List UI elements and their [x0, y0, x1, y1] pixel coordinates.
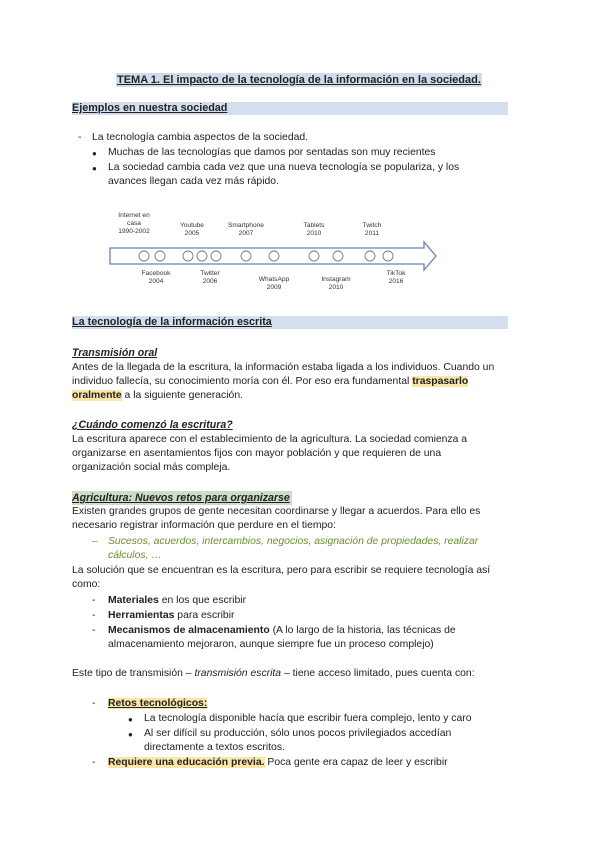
bullet-item-cont: directamente a textos escritos. [144, 742, 285, 753]
subheading-writing-start: ¿Cuándo comenzó la escritura? [72, 419, 233, 431]
bullet-marker: ● [92, 164, 97, 173]
bullet-item: Al ser difícil su producción, sólo unos pocos privilegiados accedían [144, 728, 452, 739]
timeline-label-facebook: Facebook 2004 [141, 270, 171, 285]
bullet-item: La sociedad cambia cada vez que una nueva tecnología se populariza, y los [108, 162, 460, 173]
subheading-agriculture: Agricultura: Nuevos retos para organizarse [72, 492, 290, 504]
bullet-item: La tecnología disponible hacía que escribir fuera complejo, lento y caro [144, 713, 472, 724]
requirement-item-cont: almacenamiento mejoraron, aunque siempre fue un proceso complejo) [108, 639, 434, 650]
bullet-marker: ● [128, 715, 133, 724]
technology-timeline [108, 210, 438, 294]
dash-marker: - [92, 610, 96, 621]
requirement-item: Mecanismos de almacenamiento (A lo largo de la historia, las técnicas de [108, 625, 456, 636]
dash-marker: - [92, 698, 96, 709]
paragraph-writing-start: La escritura aparece con el establecimiento de la agricultura. La sociedad comienza a organizarse en asentamientos fijos con mayor población y que requieren de una organización social más compleja. [72, 434, 468, 473]
dash-marker: - [92, 625, 96, 636]
timeline-label-tablets: Tablets 2010 [303, 222, 325, 237]
dash-marker: - [92, 595, 96, 606]
timeline-label-whatsapp: WhatsApp 2009 [258, 276, 290, 291]
page-title: TEMA 1. El impacto de la tecnología de la información en la sociedad. [117, 74, 481, 86]
dash-marker: - [78, 132, 82, 143]
timeline-label-internet: Internet en casa 1990-2002 [118, 212, 150, 235]
section-heading-bar [72, 102, 508, 115]
dash-item: La tecnología cambia aspectos de la sociedad. [92, 132, 309, 143]
timeline-label-youtube: Youtube 2005 [180, 222, 204, 237]
requirement-item: Materiales en los que escribir [108, 595, 247, 606]
paragraph-solution: La solución que se encuentran es la escritura, pero para escribir se requiere tecnología así como: [72, 565, 491, 590]
requirement-item: Herramientas para escribir [108, 610, 235, 621]
timeline-label-twitch: Twitch 2011 [362, 222, 382, 237]
paragraph-oral: Antes de la llegada de la escritura, la información estaba ligada a los individuos. Cuando un individuo fallecía, su conocimiento moría con él. Por eso era fundamental traspasarlo oralmente a la siguiente generación. [72, 362, 495, 401]
bullet-marker: ● [128, 730, 133, 739]
dash-marker: – [92, 536, 98, 547]
retos-label: Retos tecnológicos: [108, 698, 208, 709]
timeline-label-smartphone: Smartphone 2007 [228, 222, 264, 237]
timeline-label-twitter: Twitter 2006 [200, 270, 220, 285]
bullet-item: Muchas de las tecnologías que damos por sentadas son muy recientes [108, 147, 436, 158]
section-heading: La tecnología de la información escrita [72, 316, 272, 328]
section-heading-bar [72, 316, 508, 329]
bullet-marker: ● [92, 149, 97, 158]
bullet-item-cont: avances llegan cada vez más rápido. [108, 176, 279, 187]
timeline-label-instagram: Instagram 2010 [321, 276, 351, 291]
timeline-label-tiktok: TikTok 2016 [386, 270, 406, 285]
section-heading: Ejemplos en nuestra sociedad [72, 102, 228, 114]
green-list: Sucesos, acuerdos, intercambios, negocios, asignación de propiedades, realizar cálculos, … [108, 536, 479, 561]
education-item: Requiere una educación previa. Poca gente era capaz de leer y escribir [108, 757, 448, 768]
paragraph-agriculture: Existen grandes grupos de gente necesitan coordinarse y llegar a acuerdos. Para ello es necesario registrar información que perdure en el tiempo: [72, 506, 481, 531]
paragraph-transmission: Este tipo de transmisión – transmisión escrita – tiene acceso limitado, pues cuenta con: [72, 668, 475, 679]
dash-marker: - [92, 757, 96, 768]
subheading-oral: Transmisión oral [72, 347, 158, 359]
